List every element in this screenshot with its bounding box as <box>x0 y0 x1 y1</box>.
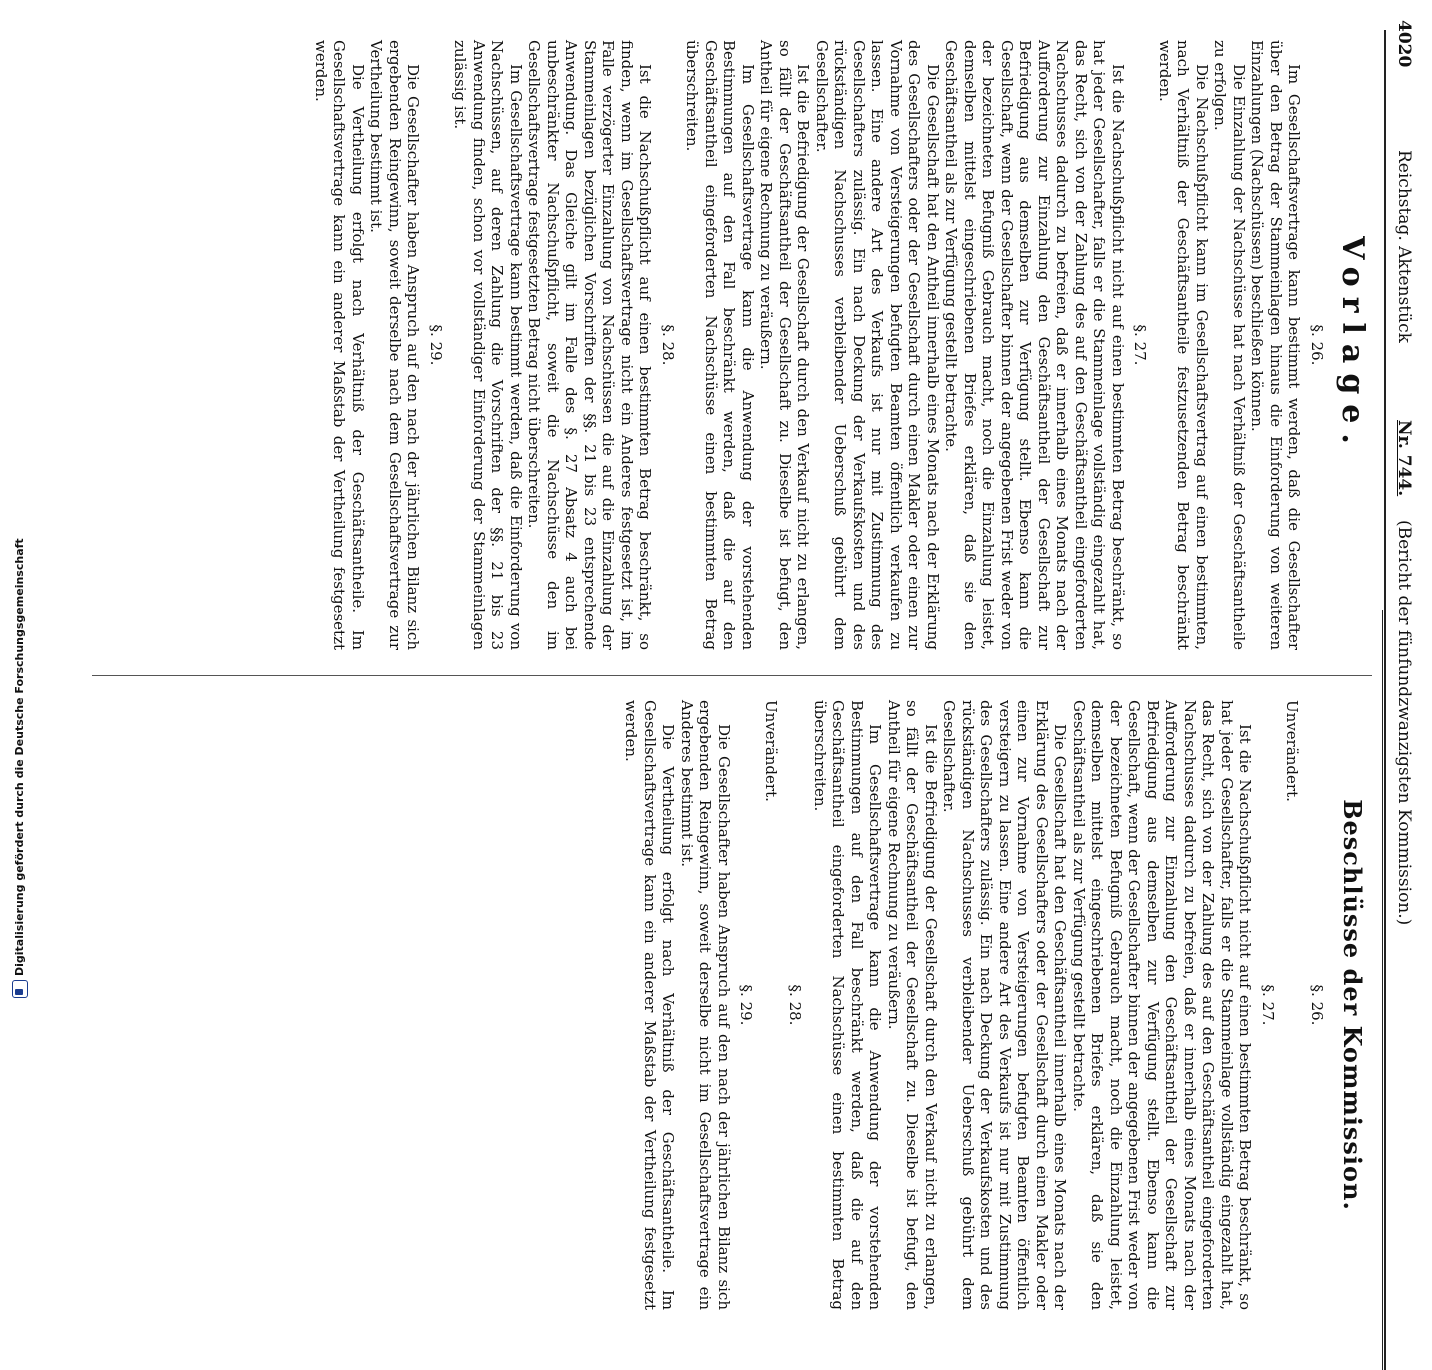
dfg-logo-icon <box>12 980 28 998</box>
header-rule <box>1384 30 1386 1370</box>
credit-text: Digitalisierung gefördert durch die Deutsche Forschungsgemeinschaft <box>13 538 26 976</box>
paragraph: Die Gesellschafter haben Anspruch auf den nach der jährlichen Bilanz sich ergebenden Reingewinn, soweit derselbe nicht im Gesellschaftsvertrage ein Anderes bestimmt ist. <box>678 700 733 1310</box>
unchanged-note: Unverändert. <box>1283 700 1302 802</box>
paragraph: Die Vertheilung erfolgt nach Verhältniß der Geschäftsantheile. Im Gesellschaftsvertrage kann ein anderer Maßstab der Vertheilung festgesetzt werden. <box>622 700 678 1310</box>
paragraph: Im Gesellschaftsvertrage kann die Anwendung der vorstehenden Bestimmungen auf den Fall beschränkt werden, daß die auf den Geschäftsantheil eingeforderten Nachschüsse einen bestimmten Betrag überschreiten. <box>811 700 885 1310</box>
paragraph: Im Gesellschaftsvertrage kann bestimmt werden, daß die Einforderung von Nachschüssen, auf deren Zahlung die Vorschriften der §§. 21 bis 23 Anwendung finden, schon vor vollständiger Einforderung der Stammeinlagen zulässig ist. <box>451 40 525 650</box>
paragraph: Ist die Befriedigung der Gesellschaft durch den Verkauf nicht zu erlangen, so fällt der Geschäftsantheil der Gesellschaft zu. Dieselbe ist befugt, den Antheil für eigene Rechnung zu veräußern. <box>885 700 940 1310</box>
document-number: Nr. 744. <box>1394 420 1414 497</box>
unchanged-note: Unverändert. <box>762 700 780 802</box>
section-heading: §. 28. <box>659 324 677 366</box>
header-underline <box>1382 610 1383 1370</box>
section-heading: §. 29. <box>427 324 445 366</box>
paragraph: Ist die Befriedigung der Gesellschaft durch den Verkauf nicht zu erlangen, so fällt der Geschäftsantheil der Gesellschaft zu. Dieselbe ist befugt, den Antheil für eigene Rechnung zu veräußern. <box>757 40 813 650</box>
column-divider <box>92 675 1372 676</box>
section-heading: §. 27. <box>1259 984 1277 1026</box>
section-heading: §. 28. <box>786 984 805 1026</box>
left-column <box>312 40 1375 650</box>
paragraph: Die Vertheilung erfolgt nach Verhältniß der Geschäftsantheile. Im Gesellschaftsvertrage kann ein anderer Maßstab der Vertheilung festgesetzt werden. <box>312 40 367 650</box>
page-number: 4020 <box>1394 20 1414 68</box>
paragraph: Die Gesellschafter haben Anspruch auf den nach der jährlichen Bilanz sich ergebenden Reingewinn, soweit derselbe nach dem Gesellschaftsvertrage zur Vertheilung bestimmt ist. <box>367 40 423 650</box>
right-column <box>622 700 1374 1310</box>
paragraph: Ist die Nachschußpflicht nicht auf einen bestimmten Betrag beschränkt, so hat jeder Gesellschafter, falls er die Stammeinlage vollständig eingezahlt hat, das Recht, sich von der Zahlung des auf den Geschäftsantheil eingeforderten Nachschusses dadurch zu befreien, daß er innerhalb eines Monats nach der Aufforderung zur Einzahlung den Geschäftsantheil der Gesellschaft zur Befriedigung aus demselben zur Verfügung stellt. Ebenso kann die Gesellschaft, wenn der Gesellschafter binnen der angegebenen Frist weder von der bezeichneten Befugniß Gebrauch macht, noch die Einzahlung leistet, demselben mittelst eingeschriebenen Briefes erklären, daß sie den Geschäftsantheil als zur Verfügung gestellt betrachte. <box>942 40 1127 650</box>
paragraph: Die Einzahlung der Nachschüsse hat nach Verhältniß der Geschäftsantheile zu erfolgen. <box>1211 40 1248 650</box>
report-note: (Bericht der fünfundzwanzigsten Kommission.) <box>1394 520 1414 926</box>
paragraph: Die Gesellschaft hat den Antheil innerhalb eines Monats nach der Erklärung des Gesellschafters oder der Gesellschaft durch einen Makler oder einen zur Vornahme von Versteigerungen befugten Beamten öffentlich verkaufen zu lassen. Eine andere Art des Verkaufs ist nur mit Zustimmung des Gesellschafters zulässig. Ein nach Deckung der Verkaufskosten und des rückständigen Nachschusses verbleibender Ueberschuß gebührt dem Gesellschafter. <box>813 40 942 650</box>
paragraph: Die Nachschußpflicht kann im Gesellschaftsvertrag auf einen bestimmten, nach Verhältniß der Geschäftsantheile festzusetzenden Betrag beschränkt werden. <box>1156 40 1211 650</box>
paragraph: Ist die Nachschußpflicht nicht auf einen bestimmten Betrag beschränkt, so hat jeder Gesellschafter, falls er die Stammeinlage vollständig eingezahlt hat, das Recht, sich von der Zahlung des auf den Geschäftsantheil eingeforderten Nachschusses dadurch zu befreien, daß er innerhalb eines Monats nach der Aufforderung zur Einzahlung den Geschäftsantheil der Gesellschaft zur Befriedigung aus demselben zur Verfügung stellt. Ebenso kann die Gesellschaft, wenn der Gesellschafter binnen der angegebenen Frist weder von der bezeichneten Befugniß Gebrauch macht, noch die Einzahlung leistet, demselben mittelst eingeschriebenen Briefes erklären, daß sie den Geschäftsantheil als zur Verfügung gestellt betrachte. <box>1070 700 1255 1310</box>
journal-title: Reichstag. Aktenstück <box>1394 150 1414 343</box>
paragraph: Die Gesellschaft hat den Geschäftsantheil innerhalb eines Monats nach der Erklärung des Gesellschafters oder der Gesellschaft durch einen Makler oder einen zur Vornahme von Versteigerungen befugten Beamten öffentlich versteigern zu lassen. Eine andere Art des Verkaufs ist nur mit Zustimmung des Gesellschafters zulässig. Ein nach Deckung der Verkaufskosten und des rückständigen Nachschusses verbleibender Ueberschuß gebührt dem Gesellschafter. <box>940 700 1070 1310</box>
page-header <box>1382 0 1422 1000</box>
left-column-title: Vorlage. <box>1335 236 1370 454</box>
section-heading: §. 26. <box>1308 324 1326 366</box>
paragraph: Im Gesellschaftsvertrage kann bestimmt werden, daß die Gesellschafter über den Betrag der Stammeinlagen hinaus die Einforderung von weiteren Einzahlungen (Nachschüssen) beschließen können. <box>1248 40 1304 650</box>
section-heading: §. 29. <box>737 984 756 1026</box>
paragraph: Ist die Nachschußpflicht auf einen bestimmten Betrag beschränkt, so finden, wenn im Gesellschaftsvertrage nicht ein Anderes festgesetzt ist, im Falle verzögerter Einzahlung von Nachschüssen die auf die Einzahlung der Stammeinlagen bezüglichen Vorschriften der §§. 21 bis 23 entsprechende Anwendung. Das Gleiche gilt im Falle des §. 27 Absatz 4 auch bei unbeschränkter Nachschußpflicht, soweit die Nachschüsse den im Gesellschaftsvertrage festgesetzten Betrag nicht überschreiten. <box>525 40 655 650</box>
paragraph: Im Gesellschaftsvertrage kann die Anwendung der vorstehenden Bestimmungen auf den Fall beschränkt werden, daß die auf den Geschäftsantheil eingeforderten Nachschüsse einen bestimmten Betrag überschreiten. <box>683 40 757 650</box>
section-heading: §. 27. <box>1131 324 1150 366</box>
section-heading: §. 26. <box>1308 984 1326 1026</box>
digitization-credit <box>10 0 30 1000</box>
right-column-title: Beschlüsse der Kommission. <box>1338 799 1367 1211</box>
